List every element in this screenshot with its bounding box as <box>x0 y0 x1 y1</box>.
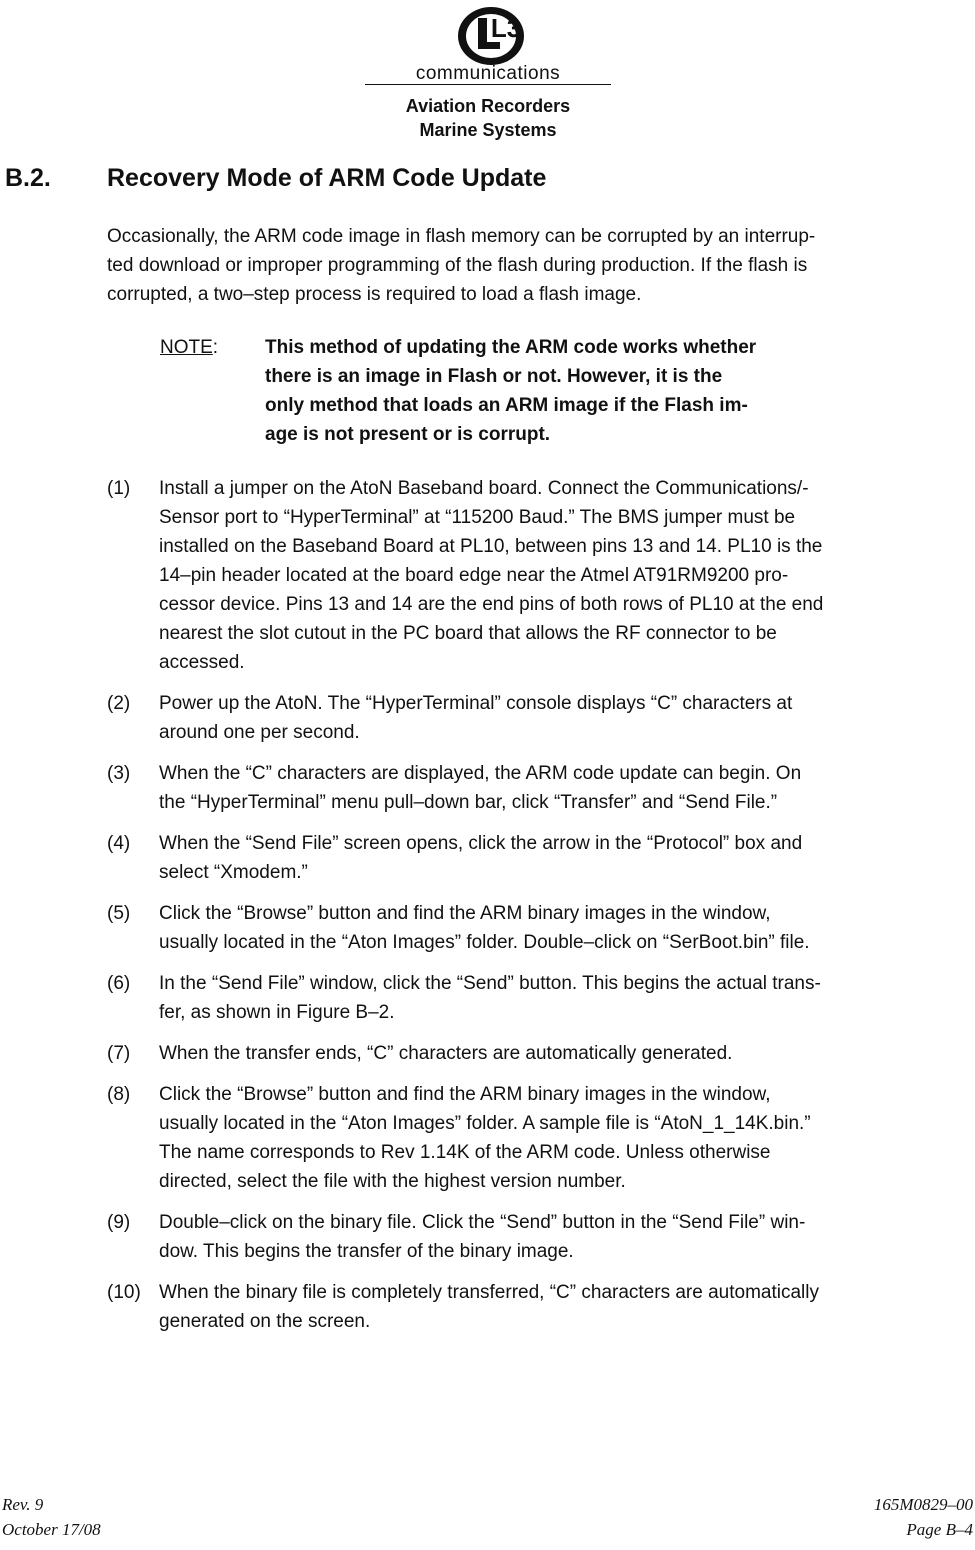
step-line: around one per second. <box>159 722 360 743</box>
step-text <box>159 1080 973 1196</box>
step-number: (7) <box>107 1043 131 1064</box>
step-line: fer, as shown in Figure B–2. <box>159 1002 395 1023</box>
section-heading <box>5 164 546 193</box>
step-number: (6) <box>107 973 131 994</box>
division-name-line2: Marine Systems <box>419 120 557 140</box>
step-line: usually located in the “Aton Images” folder. A sample file is “AtoN_1_14K.bin.” <box>159 1113 811 1134</box>
step-number: (4) <box>107 833 131 854</box>
note-label <box>160 333 218 362</box>
step-line: Power up the AtoN. The “HyperTerminal” console displays “C” characters at <box>159 693 793 714</box>
step-number: (8) <box>107 1084 131 1105</box>
step-text <box>159 969 973 1027</box>
step-line: nearest the slot cutout in the PC board that allows the RF connector to be <box>159 623 777 644</box>
step-number: (9) <box>107 1212 131 1233</box>
footer-doc-number: 165M0829–00 <box>873 1495 973 1514</box>
procedure-step <box>107 1278 973 1336</box>
footer-revision: Rev. 9 <box>2 1495 44 1514</box>
procedure-step <box>107 759 973 817</box>
step-line: installed on the Baseband Board at PL10, between pins 13 and 14. PL10 is the <box>159 536 823 557</box>
step-text <box>159 829 973 887</box>
step-text <box>159 1208 973 1266</box>
step-line: the “HyperTerminal” menu pull–down bar, click “Transfer” and “Send File.” <box>159 792 778 813</box>
section-number: B.2. <box>5 164 51 192</box>
procedure-step <box>107 1080 973 1196</box>
footer-date: October 17/08 <box>2 1520 101 1539</box>
step-text <box>159 1278 973 1336</box>
logo-mark-text: L3 <box>490 13 522 43</box>
step-line: dow. This begins the transfer of the binary image. <box>159 1241 574 1262</box>
note-line: This method of updating the ARM code works whether <box>265 337 757 358</box>
intro-line: corrupted, a two–step process is required to load a flash image. <box>107 284 642 305</box>
step-line: In the “Send File” window, click the “Send” button. This begins the actual trans- <box>159 973 821 994</box>
step-text <box>159 1039 973 1068</box>
procedure-step <box>107 1208 973 1266</box>
procedure-step <box>107 689 973 747</box>
note-label-colon: : <box>212 337 219 358</box>
step-number: (1) <box>107 478 131 499</box>
note-text <box>265 333 885 449</box>
procedure-step <box>107 474 973 677</box>
step-line: usually located in the “Aton Images” folder. Double–click on “SerBoot.bin” file. <box>159 932 810 953</box>
procedure-step <box>107 1039 973 1068</box>
step-number: (5) <box>107 903 131 924</box>
logo-wordmark: communications <box>415 63 561 84</box>
step-number: (3) <box>107 763 131 784</box>
step-line: When the “Send File” screen opens, click the arrow in the “Protocol” box and <box>159 833 803 854</box>
page-footer <box>0 1495 975 1550</box>
footer-page-number: Page B–4 <box>906 1520 973 1539</box>
step-line: Double–click on the binary file. Click the “Send” button in the “Send File” win- <box>159 1212 806 1233</box>
step-number: (10) <box>107 1282 141 1303</box>
logo-divider <box>365 84 611 85</box>
step-number: (2) <box>107 693 131 714</box>
step-text <box>159 759 973 817</box>
step-line: cessor device. Pins 13 and 14 are the end pins of both rows of PL10 at the end <box>159 594 824 615</box>
page-header <box>0 0 975 150</box>
note-label-text: NOTE <box>160 337 213 358</box>
step-line: Click the “Browse” button and find the ARM binary images in the window, <box>159 903 771 924</box>
l3-logo-icon <box>452 4 530 68</box>
step-line: When the “C” characters are displayed, the ARM code update can begin. On <box>159 763 802 784</box>
step-line: directed, select the file with the highest version number. <box>159 1171 626 1192</box>
step-line: When the binary file is completely transferred, “C” characters are automatically <box>159 1282 819 1303</box>
step-line: The name corresponds to Rev 1.14K of the ARM code. Unless otherwise <box>159 1142 771 1163</box>
step-text <box>159 689 973 747</box>
step-line: accessed. <box>159 652 245 673</box>
step-line: Sensor port to “HyperTerminal” at “115200 Baud.” The BMS jumper must be <box>159 507 796 528</box>
step-line: select “Xmodem.” <box>159 862 308 883</box>
step-line: When the transfer ends, “C” characters are automatically generated. <box>159 1043 733 1064</box>
intro-line: ted download or improper programming of the flash during production. If the flash is <box>107 255 808 276</box>
division-name-line1: Aviation Recorders <box>405 96 571 116</box>
note-line: there is an image in Flash or not. However, it is the <box>265 366 723 387</box>
note-line: age is not present or is corrupt. <box>265 424 551 445</box>
note-line: only method that loads an ARM image if the Flash im- <box>265 395 748 416</box>
step-line: Click the “Browse” button and find the ARM binary images in the window, <box>159 1084 771 1105</box>
procedure-step <box>107 899 973 957</box>
step-line: Install a jumper on the AtoN Baseband board. Connect the Communications/- <box>159 478 809 499</box>
procedure-steps <box>107 474 973 1348</box>
section-title: Recovery Mode of ARM Code Update <box>107 164 547 192</box>
step-line: generated on the screen. <box>159 1311 371 1332</box>
intro-line: Occasionally, the ARM code image in flash memory can be corrupted by an interrup- <box>107 226 816 247</box>
step-text <box>159 899 973 957</box>
procedure-step <box>107 829 973 887</box>
step-text <box>159 474 973 677</box>
intro-paragraph <box>107 222 973 309</box>
procedure-step <box>107 969 973 1027</box>
step-line: 14–pin header located at the board edge near the Atmel AT91RM9200 pro- <box>159 565 789 586</box>
